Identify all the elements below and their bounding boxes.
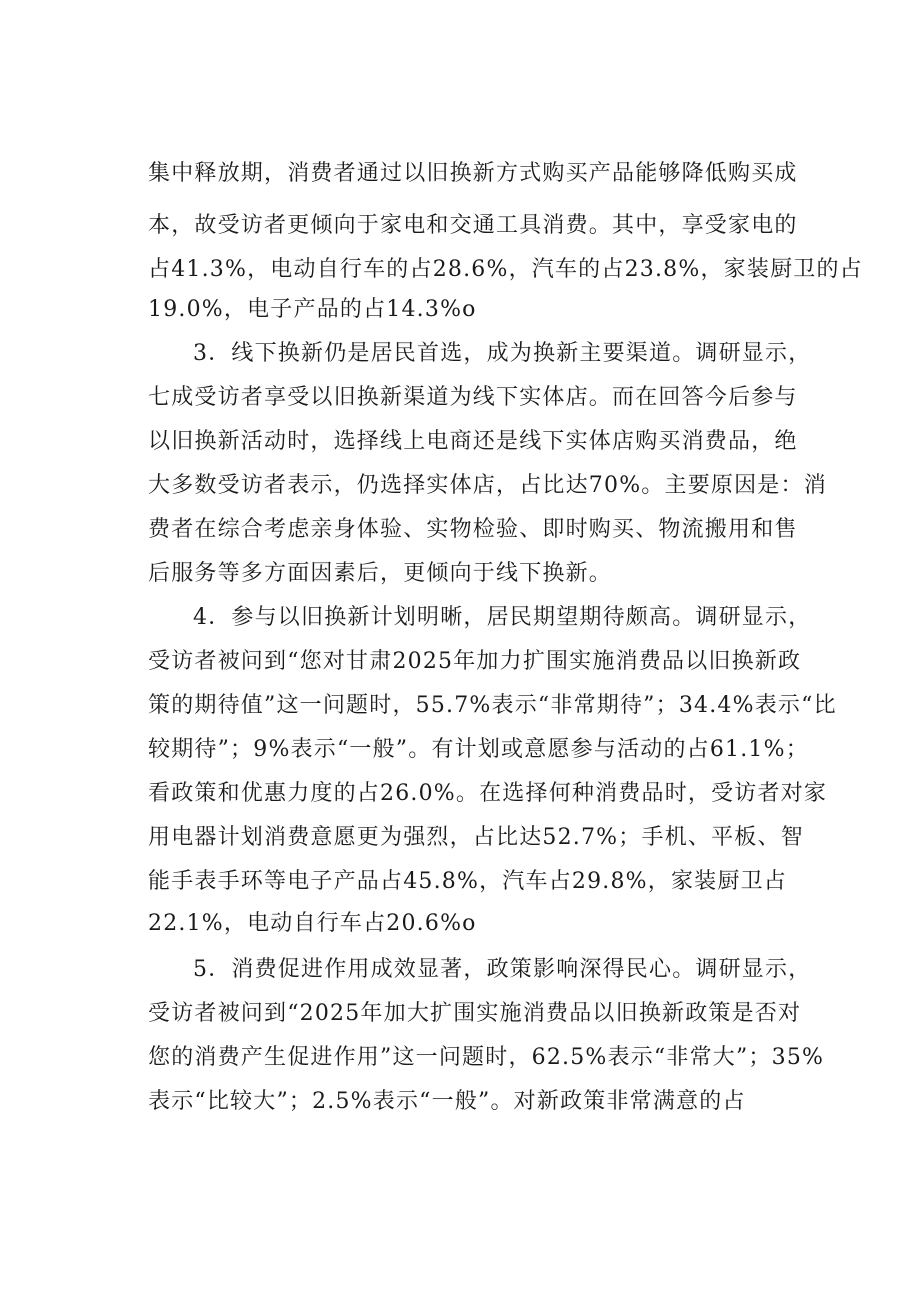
body-text-line: 能手表手环等电子产品占45.8%，汽车占29.8%，家装厨卫占 — [148, 869, 787, 894]
body-text-line: 看政策和优惠力度的占26.0%。在选择何种消费品时，受访者对家 — [148, 781, 828, 806]
body-text-line: 七成受访者享受以旧换新渠道为线下实体店。而在回答今后参与 — [148, 385, 798, 410]
body-text-line: 集中释放期，消费者通过以旧换新方式购买产品能够降低购买成 — [148, 161, 798, 186]
body-text-line: 本，故受访者更倾向于家电和交通工具消费。其中，享受家电的 — [148, 213, 798, 238]
body-text-line: 22.1%，电动自行车占20.6%o — [148, 911, 477, 936]
body-text-line: 表示“比较大”；2.5%表示“一般”。对新政策非常满意的占 — [148, 1089, 746, 1114]
body-text-line: 以旧换新活动时，选择线上电商还是线下实体店购买消费品，绝 — [148, 429, 798, 454]
body-text-line: 后服务等多方面因素后，更倾向于线下换新。 — [148, 561, 613, 586]
body-text-line: 费者在综合考虑亲身体验、实物检验、即时购买、物流搬用和售 — [148, 517, 798, 542]
body-text-line: 您的消费产生促进作用”这一问题时，62.5%表示“非常大”；35% — [148, 1045, 825, 1070]
body-text-line: 策的期待值”这一问题时，55.7%表示“非常期待”；34.4%表示“比 — [148, 693, 837, 718]
body-text-line: 较期待”；9%表示“一般”。有计划或意愿参与活动的占61.1%； — [148, 737, 809, 762]
paragraph-5-heading-line: 5．消费促进作用成效显著，政策影响深得民心。调研显示， — [193, 957, 812, 982]
body-text-line: 大多数受访者表示，仍选择实体店，占比达70%。主要原因是：消 — [148, 473, 827, 498]
body-text-line: 用电器计划消费意愿更为强烈，占比达52.7%；手机、平板、智 — [148, 825, 804, 850]
body-text-line: 19.0%，电子产品的占14.3%o — [148, 297, 477, 322]
body-text-line: 受访者被问到“您对甘肃2025年加力扩围实施消费品以旧换新政 — [148, 649, 802, 674]
body-text-line: 占41.3%，电动自行车的占28.6%，汽车的占23.8%，家装厨卫的占 — [148, 257, 863, 282]
paragraph-3-heading-line: 3．线下换新仍是居民首选，成为换新主要渠道。调研显示， — [193, 341, 812, 366]
paragraph-4-heading-line: 4．参与以旧换新计划明晰，居民期望期待颇高。调研显示， — [193, 605, 812, 630]
body-text-line: 受访者被问到“2025年加大扩围实施消费品以旧换新政策是否对 — [148, 1001, 802, 1026]
